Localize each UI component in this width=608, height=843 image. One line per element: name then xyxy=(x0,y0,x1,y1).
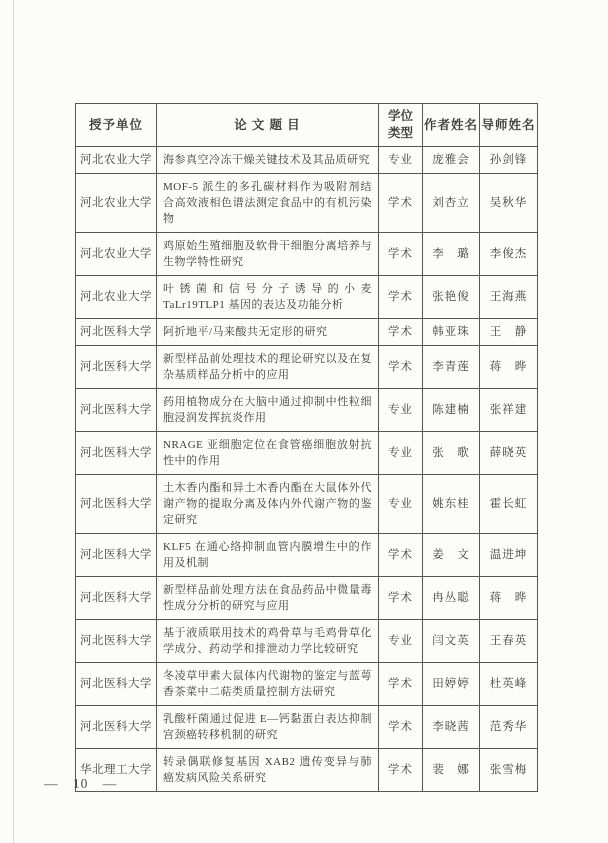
cell-author-name: 闫文英 xyxy=(423,620,480,663)
cell-author-name: 姚东桂 xyxy=(423,475,480,534)
table-row xyxy=(76,276,538,319)
scan-edge-artifact xyxy=(13,0,14,843)
table-row xyxy=(76,233,538,276)
cell-author-name: 李 璐 xyxy=(423,233,480,276)
cell-awarding-unit: 河北医科大学 xyxy=(76,475,157,534)
cell-awarding-unit: 华北理工大学 xyxy=(76,749,157,792)
cell-degree-type: 学术 xyxy=(379,319,423,346)
cell-awarding-unit: 河北医科大学 xyxy=(76,534,157,577)
cell-thesis-title: MOF-5 派生的多孔碳材料作为吸附剂结合高效液相色谱法测定食品中的有机污染物 xyxy=(157,174,379,233)
cell-degree-type: 专业 xyxy=(379,475,423,534)
cell-awarding-unit: 河北农业大学 xyxy=(76,147,157,174)
cell-awarding-unit: 河北医科大学 xyxy=(76,346,157,389)
cell-supervisor-name: 张雪梅 xyxy=(480,749,538,792)
cell-thesis-title: 土木香内酯和异土木香内酯在大鼠体外代谢产物的提取分离及体内外代谢产物的鉴定研究 xyxy=(157,475,379,534)
table-row xyxy=(76,319,538,346)
thesis-table xyxy=(75,103,538,792)
cell-thesis-title: 叶锈菌和信号分子诱导的小麦TaLr19TLP1 基因的表达及功能分析 xyxy=(157,276,379,319)
header-author-name: 作者姓名 xyxy=(423,104,480,147)
cell-awarding-unit: 河北农业大学 xyxy=(76,233,157,276)
cell-degree-type: 学术 xyxy=(379,663,423,706)
cell-degree-type: 学术 xyxy=(379,276,423,319)
cell-author-name: 李晓茜 xyxy=(423,706,480,749)
cell-supervisor-name: 王 静 xyxy=(480,319,538,346)
cell-supervisor-name: 杜英峰 xyxy=(480,663,538,706)
header-thesis-title: 论 文 题 目 xyxy=(157,104,379,147)
cell-thesis-title: NRAGE 亚细胞定位在食管癌细胞放射抗性中的作用 xyxy=(157,432,379,475)
cell-supervisor-name: 蒋 晔 xyxy=(480,577,538,620)
cell-author-name: 冉丛聪 xyxy=(423,577,480,620)
page-number: — 10 — xyxy=(44,776,118,791)
cell-supervisor-name: 王春英 xyxy=(480,620,538,663)
cell-author-name: 韩亚珠 xyxy=(423,319,480,346)
cell-supervisor-name: 吴秋华 xyxy=(480,174,538,233)
header-row xyxy=(76,104,538,147)
cell-thesis-title: 阿折地平/马来酸共无定形的研究 xyxy=(157,319,379,346)
cell-supervisor-name: 范秀华 xyxy=(480,706,538,749)
cell-author-name: 刘杏立 xyxy=(423,174,480,233)
cell-supervisor-name: 孙剑锋 xyxy=(480,147,538,174)
cell-thesis-title: 基于液质联用技术的鸡骨草与毛鸡骨草化学成分、药动学和排泄动力学比较研究 xyxy=(157,620,379,663)
cell-degree-type: 专业 xyxy=(379,147,423,174)
cell-supervisor-name: 蒋 晔 xyxy=(480,346,538,389)
table-row xyxy=(76,389,538,432)
cell-author-name: 张 歌 xyxy=(423,432,480,475)
cell-thesis-title: KLF5 在通心络抑制血管内膜增生中的作用及机制 xyxy=(157,534,379,577)
header-degree-type-label: 学位类型 xyxy=(387,109,413,140)
cell-degree-type: 学术 xyxy=(379,577,423,620)
table-row xyxy=(76,663,538,706)
cell-thesis-title: 新型样品前处理技术的理论研究以及在复杂基质样品分析中的应用 xyxy=(157,346,379,389)
cell-thesis-title: 乳酸杆菌通过促进 E—钙黏蛋白表达抑制宫颈癌转移机制的研究 xyxy=(157,706,379,749)
cell-author-name: 庞雅会 xyxy=(423,147,480,174)
cell-awarding-unit: 河北医科大学 xyxy=(76,319,157,346)
table-row xyxy=(76,534,538,577)
cell-thesis-title: 新型样品前处理方法在食品药品中微量毒性成分分析的研究与应用 xyxy=(157,577,379,620)
cell-degree-type: 学术 xyxy=(379,749,423,792)
table-row xyxy=(76,577,538,620)
cell-supervisor-name: 霍长虹 xyxy=(480,475,538,534)
cell-author-name: 裴 娜 xyxy=(423,749,480,792)
cell-author-name: 张艳俊 xyxy=(423,276,480,319)
cell-thesis-title: 药用植物成分在大脑中通过抑制中性粒细胞浸润发挥抗炎作用 xyxy=(157,389,379,432)
cell-supervisor-name: 薛晓英 xyxy=(480,432,538,475)
cell-awarding-unit: 河北医科大学 xyxy=(76,389,157,432)
cell-awarding-unit: 河北农业大学 xyxy=(76,276,157,319)
header-awarding-unit: 授予单位 xyxy=(76,104,157,147)
cell-thesis-title: 海参真空冷冻干燥关键技术及其品质研究 xyxy=(157,147,379,174)
cell-awarding-unit: 河北医科大学 xyxy=(76,432,157,475)
cell-supervisor-name: 王海燕 xyxy=(480,276,538,319)
cell-degree-type: 专业 xyxy=(379,432,423,475)
table-row xyxy=(76,706,538,749)
cell-awarding-unit: 河北医科大学 xyxy=(76,706,157,749)
table-header xyxy=(76,104,538,147)
cell-awarding-unit: 河北医科大学 xyxy=(76,663,157,706)
table-row xyxy=(76,147,538,174)
table-row xyxy=(76,620,538,663)
cell-awarding-unit: 河北医科大学 xyxy=(76,577,157,620)
header-supervisor-name: 导师姓名 xyxy=(480,104,538,147)
cell-degree-type: 学术 xyxy=(379,534,423,577)
cell-degree-type: 学术 xyxy=(379,174,423,233)
cell-awarding-unit: 河北医科大学 xyxy=(76,620,157,663)
table-row xyxy=(76,432,538,475)
cell-degree-type: 学术 xyxy=(379,233,423,276)
cell-author-name: 田婷婷 xyxy=(423,663,480,706)
table-row xyxy=(76,475,538,534)
table-row xyxy=(76,749,538,792)
table-row xyxy=(76,346,538,389)
cell-degree-type: 专业 xyxy=(379,389,423,432)
cell-awarding-unit: 河北农业大学 xyxy=(76,174,157,233)
cell-thesis-title: 转录偶联修复基因 XAB2 遗传变异与肺癌发病风险关系研究 xyxy=(157,749,379,792)
cell-degree-type: 学术 xyxy=(379,346,423,389)
cell-supervisor-name: 张祥建 xyxy=(480,389,538,432)
table-body xyxy=(76,147,538,792)
cell-thesis-title: 冬凌草甲素大鼠体内代谢物的鉴定与蓝萼香茶菜中二萜类质量控制方法研究 xyxy=(157,663,379,706)
cell-author-name: 姜 文 xyxy=(423,534,480,577)
cell-thesis-title: 鸡原始生殖细胞及软骨干细胞分离培养与生物学特性研究 xyxy=(157,233,379,276)
cell-author-name: 陈建楠 xyxy=(423,389,480,432)
cell-supervisor-name: 温进坤 xyxy=(480,534,538,577)
cell-degree-type: 专业 xyxy=(379,620,423,663)
table-row xyxy=(76,174,538,233)
cell-supervisor-name: 李俊杰 xyxy=(480,233,538,276)
cell-author-name: 李青莲 xyxy=(423,346,480,389)
cell-degree-type: 学术 xyxy=(379,706,423,749)
header-degree-type xyxy=(379,104,423,147)
